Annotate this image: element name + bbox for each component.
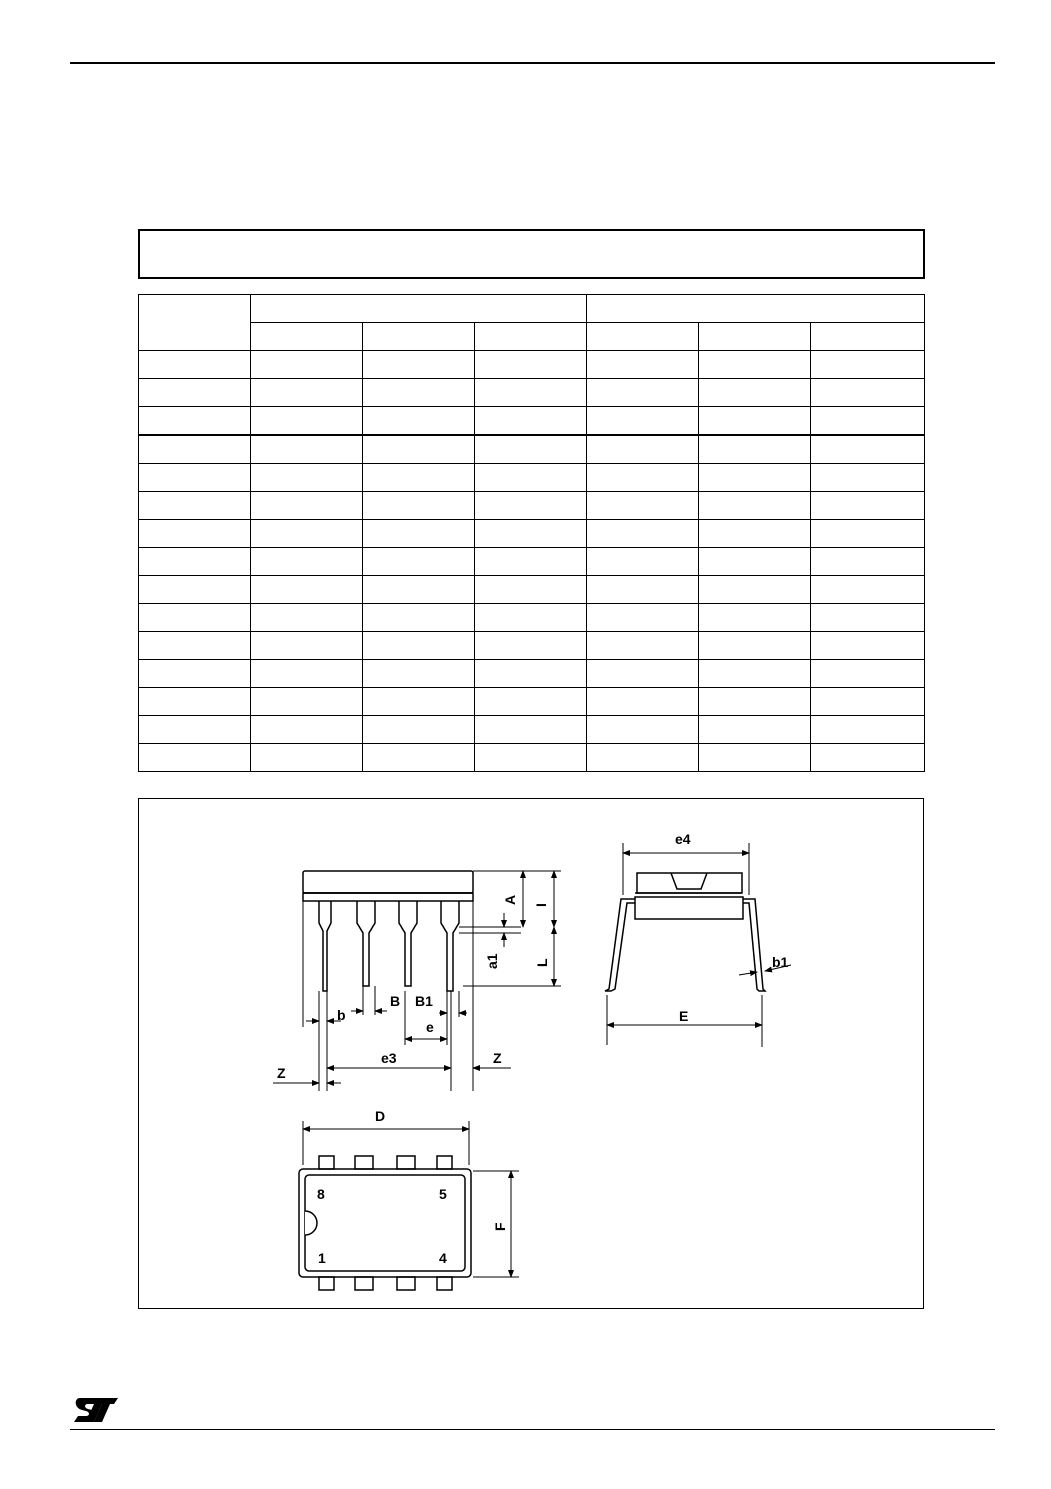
label-E: E xyxy=(679,1008,689,1024)
table-row xyxy=(139,407,925,436)
header-cell xyxy=(363,323,475,351)
label-D: D xyxy=(375,1108,386,1124)
st-logo-icon xyxy=(72,1396,120,1424)
label-B1: B1 xyxy=(415,993,433,1009)
label-a1: a1 xyxy=(484,953,500,969)
table-row xyxy=(139,688,925,716)
side-view-pins xyxy=(319,901,459,991)
table-row xyxy=(139,716,925,744)
top-view-dimensions xyxy=(303,1121,519,1277)
pin-label-4: 4 xyxy=(439,1250,447,1266)
table-row xyxy=(139,548,925,576)
label-b1: b1 xyxy=(772,954,789,970)
table-row xyxy=(139,576,925,604)
label-F: F xyxy=(492,1222,508,1231)
footer-rule xyxy=(70,1429,995,1430)
inch-header-cell xyxy=(587,295,925,323)
end-view xyxy=(605,873,765,991)
label-Z-right: Z xyxy=(493,1050,502,1066)
label-B: B xyxy=(390,993,401,1009)
table-row xyxy=(139,660,925,688)
header-cell xyxy=(475,323,587,351)
table-row xyxy=(139,351,925,379)
pin-label-5: 5 xyxy=(439,1186,447,1202)
dimensions-table xyxy=(138,294,925,772)
label-Z-left: Z xyxy=(277,1065,286,1081)
table-row xyxy=(139,379,925,407)
label-e4: e4 xyxy=(675,831,691,847)
label-L: L xyxy=(534,958,550,967)
label-b: b xyxy=(337,1007,346,1023)
table-subheader-row xyxy=(139,323,925,351)
header-cell xyxy=(251,323,363,351)
header-cell xyxy=(699,323,811,351)
table-row xyxy=(139,492,925,520)
table-row xyxy=(139,632,925,660)
label-A: A xyxy=(502,894,518,905)
header-cell xyxy=(811,323,925,351)
package-drawing xyxy=(138,798,924,1309)
header-cell xyxy=(587,323,699,351)
package-drawing-svg xyxy=(139,799,923,1308)
label-I: I xyxy=(533,903,549,907)
pin-label-8: 8 xyxy=(317,1186,325,1202)
table-row xyxy=(139,435,925,464)
table-header-row xyxy=(139,295,925,323)
label-e3: e3 xyxy=(381,1050,397,1066)
pin-label-1: 1 xyxy=(318,1250,326,1266)
label-e: e xyxy=(426,1019,434,1035)
table-row xyxy=(139,604,925,632)
dim-header-cell xyxy=(139,295,251,351)
table-row xyxy=(139,520,925,548)
table-row xyxy=(139,464,925,492)
side-view-body xyxy=(303,871,473,901)
top-view xyxy=(299,1156,471,1290)
mm-header-cell xyxy=(251,295,587,323)
header-rule xyxy=(70,62,995,64)
table-title-box xyxy=(138,229,925,279)
table-row xyxy=(139,744,925,772)
